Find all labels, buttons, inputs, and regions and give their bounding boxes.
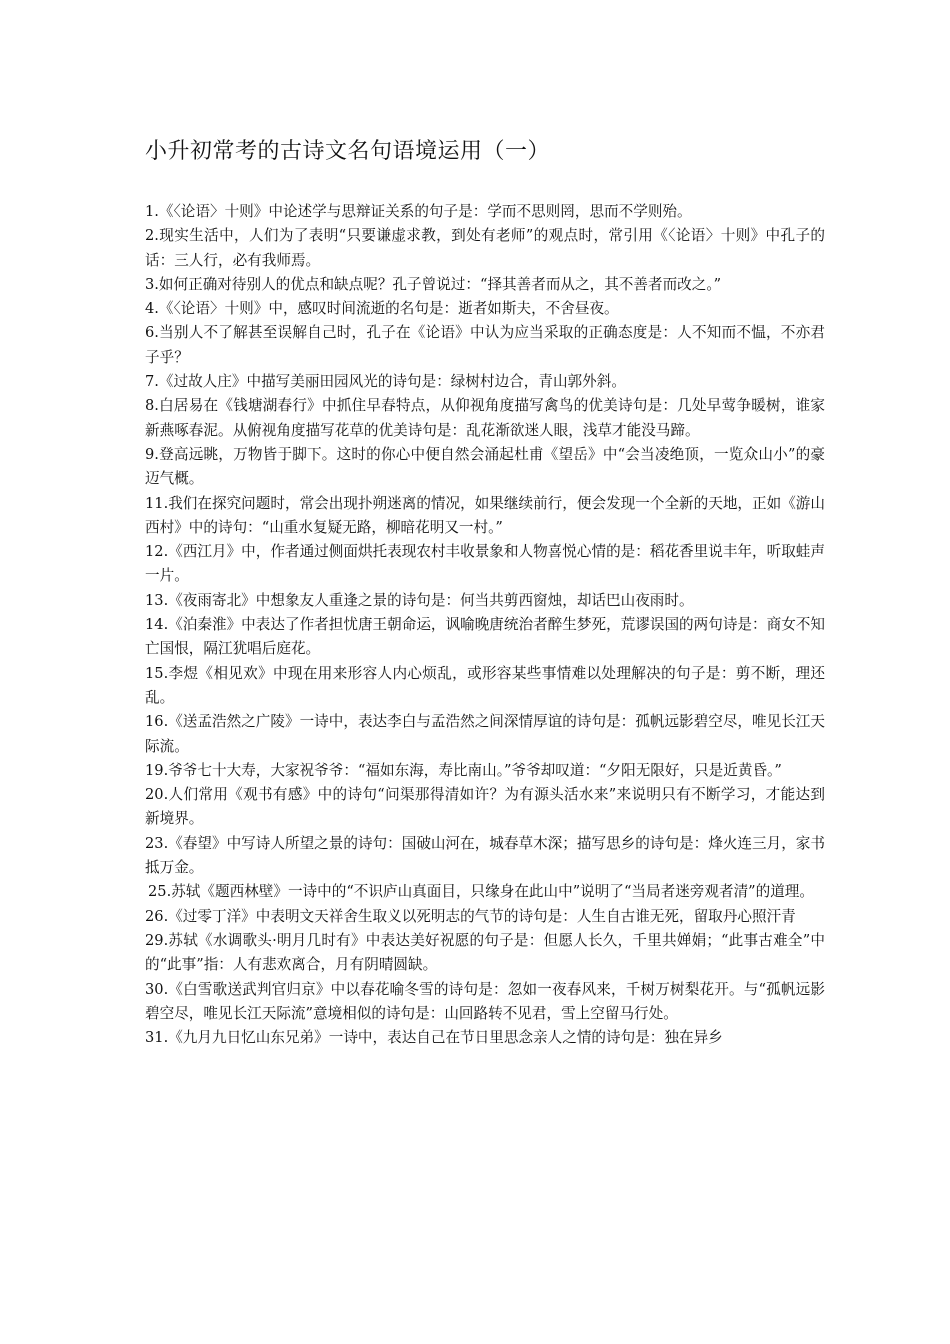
list-item: 23.《春望》中写诗人所望之景的诗句：国破山河在，城春草木深；描写思乡的诗句是：烽火连三月，家书抵万金。 [145,834,825,877]
list-item: 19.爷爷七十大寿，大家祝爷爷：“福如东海，寿比南山。”爷爷却叹道：“夕阳无限好，只是近黄昏。” [145,761,782,779]
list-item: 2.现实生活中，人们为了表明“只要谦虚求教，到处有老师”的观点时，常引用《〈论语〉十则》中孔子的话：三人行，必有我师焉。 [145,227,825,269]
list-item: 6.当别人不了解甚至误解自己时，孔子在《论语》中认为应当采取的正确态度是：人不知而不愠，不亦君子乎？ [145,324,825,366]
list-item: 12.《西江月》中，作者通过侧面烘托表现农村丰收景象和人物喜悦心情的是：稻花香里说丰年，听取蛙声一片。 [145,543,825,585]
list-item: 13.《夜雨寄北》中想象友人重逢之景的诗句是：何当共剪西窗烛，却话巴山夜雨时。 [145,591,694,609]
list-item: 7.《过故人庄》中描写美丽田园风光的诗句是：绿树村边合，青山郭外斜。 [145,373,626,391]
list-item: 9.登高远眺，万物皆于脚下。这时的你心中便自然会涌起杜甫《望岳》中“会当凌绝顶，一览众山小”的豪迈气概。 [145,445,825,488]
list-item: 30.《白雪歌送武判官归京》中以春花喻冬雪的诗句是：忽如一夜春风来，千树万树梨花开。与“孤帆远影碧空尽，唯见长江天际流”意境相似的诗句是：山回路转不见君，雪上空留马行处。 [145,980,825,1022]
list-item: 16.《送孟浩然之广陵》一诗中，表达李白与孟浩然之间深情厚谊的诗句是：孤帆远影碧空尽，唯见长江天际流。 [145,713,825,755]
list-item: 4.《〈论语〉十则》中，感叹时间流逝的名句是：逝者如斯夫，不舍昼夜。 [145,300,619,318]
document-body [145,200,825,1050]
list-item: 8.白居易在《钱塘湖春行》中抓住早春特点，从仰视角度描写禽鸟的优美诗句是：几处早莺争暖树，谁家新燕啄春泥。从俯视角度描写花草的优美诗句是：乱花渐欲迷人眼，浅草才能没马蹄。 [145,397,825,439]
list-item: 31.《九月九日忆山东兄弟》一诗中，表达自己在节日里思念亲人之情的诗句是：独在异乡 [145,1029,723,1047]
list-item: 1.《〈论语〉十则》中论述学与思辩证关系的句子是：学而不思则罔，思而不学则殆。 [145,203,692,220]
list-item: 26.《过零丁洋》中表明文天祥舍生取义以死明志的气节的诗句是：人生自古谁无死，留取丹心照汗青 [145,907,796,925]
page-title: 小升初常考的古诗文名句语境运用（一） [145,139,551,164]
list-item: 20.人们常用《观书有感》中的诗句“问渠那得清如许？为有源头活水来”来说明只有不断学习，才能达到新境界。 [145,786,825,828]
list-item: 11.我们在探究问题时，常会出现扑朔迷离的情况，如果继续前行，便会发现一个全新的天地，正如《游山西村》中的诗句：“山重水复疑无路，柳暗花明又一村。” [145,494,825,536]
list-item: 15.李煜《相见欢》中现在用来形容人内心烦乱，或形容某些事情难以处理解决的句子是：剪不断，理还乱。 [145,664,825,706]
list-item: 25.苏轼《题西林壁》一诗中的“不识庐山真面目，只缘身在此山中”说明了“当局者迷旁观者清”的道理。 [148,883,814,901]
list-item: 3.如何正确对待别人的优点和缺点呢？孔子曾说过：“择其善者而从之，其不善者而改之。” [145,275,722,293]
list-item: 14.《泊秦淮》中表达了作者担忧唐王朝命运，讽喻晚唐统治者醉生梦死，荒谬误国的两句诗是：商女不知亡国恨，隔江犹唱后庭花。 [145,616,825,658]
list-item: 29.苏轼《水调歌头·明月几时有》中表达美好祝愿的句子是：但愿人长久，千里共婵娟；“此事古难全”中的“此事”指：人有悲欢离合，月有阴晴圆缺。 [145,931,825,974]
